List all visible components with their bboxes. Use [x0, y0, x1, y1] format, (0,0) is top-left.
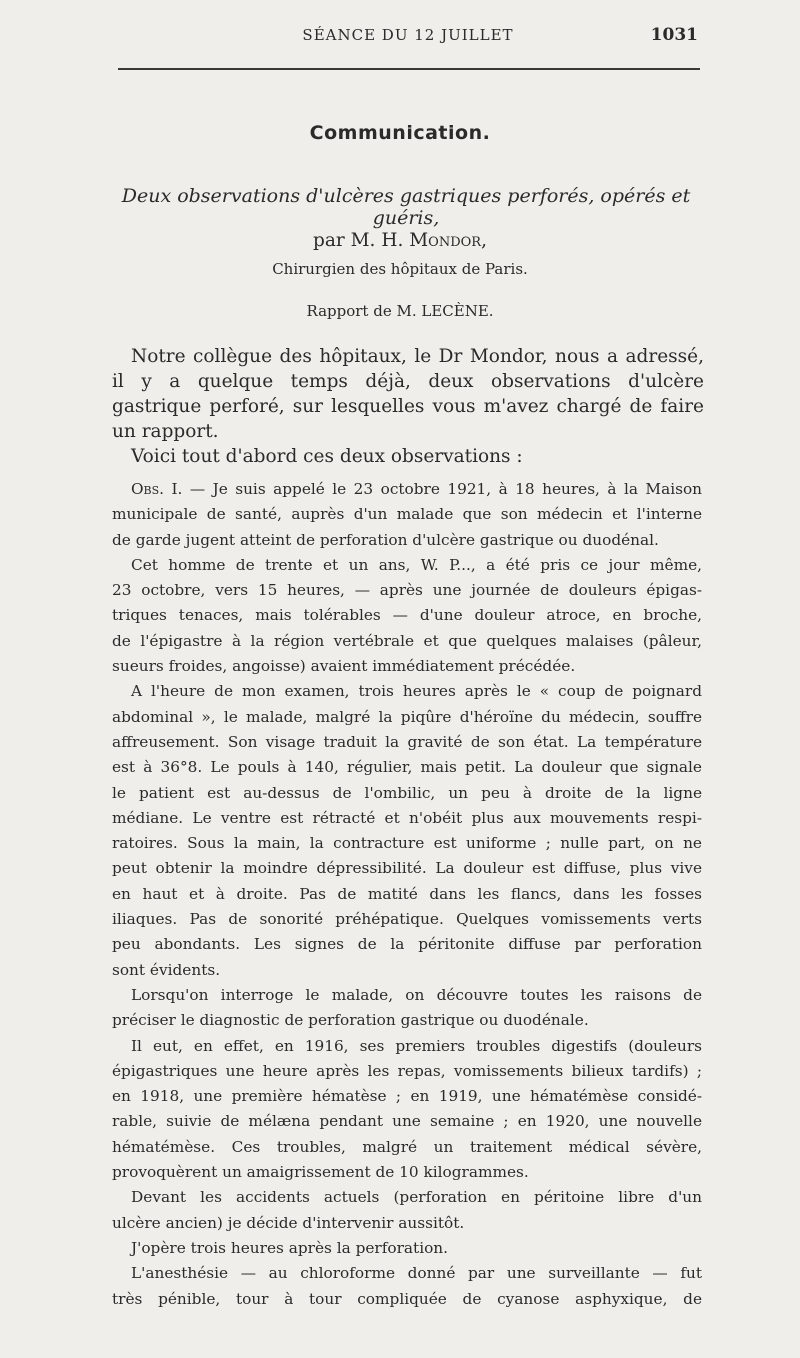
- observation-line: de garde jugent atteint de perforation d'ulcère gastrique ou duodénal.: [112, 530, 659, 549]
- observation-text: [112, 477, 702, 1312]
- observation-line: Obs. I. — Je suis appelé le 23 octobre 1921, à 18 heures, à la Maison: [131, 480, 703, 498]
- article-subtitle: Deux observations d'ulcères gastriques perforés, opérés et guéris,: [121, 185, 691, 229]
- section-title: Communication.: [309, 122, 491, 144]
- observation-line: triques tenaces, mais tolérables — d'une douleur atroce, en broche,: [112, 606, 702, 625]
- observation-line: de l'épigastre à la région vertébrale et que quelques malaises (pâleur,: [112, 631, 702, 650]
- observation-line: abdominal », le malade, malgré la piqûre d'héroïne du médecin, souffre: [112, 707, 702, 726]
- observation-line: peut obtenir la moindre dépressibilité. La douleur est diffuse, plus vive: [112, 859, 702, 878]
- observation-line: préciser le diagnostic de perforation gastrique ou duodénale.: [112, 1011, 589, 1030]
- observation-label: Obs. I.: [131, 480, 190, 498]
- byline-prefix: par M. H.: [313, 230, 404, 251]
- report-line: Rapport de M. LECÈNE.: [306, 302, 494, 320]
- observation-line: peu abondants. Les signes de la péritonite diffuse par perforation: [112, 935, 702, 954]
- observation-line: rable, suivie de mélæna pendant une semaine ; en 1920, une nouvelle: [112, 1112, 702, 1131]
- intro-paragraph: Notre collègue des hôpitaux, le Dr Mondor, nous a adressé, il y a quelque temps déjà, deux observations d'ulcère gastrique perforé, sur lesquelles vous m'avez chargé de faire un rapport.: [112, 346, 704, 442]
- observation-line: ulcère ancien) je décide d'intervenir aussitôt.: [112, 1213, 465, 1232]
- observation-line: hématémèse. Ces troubles, malgré un traitement médical sévère,: [112, 1137, 702, 1156]
- observation-line: iliaques. Pas de sonorité préhépatique. Quelques vomissements verts: [112, 910, 702, 929]
- observation-line: sueurs froides, angoisse) avaient immédiatement précédée.: [112, 657, 576, 676]
- observation-line: J'opère trois heures après la perforation.: [131, 1238, 449, 1257]
- page-number: 1031: [650, 25, 698, 45]
- observation-line: le patient est au-dessus de l'ombilic, un peu à droite de la ligne: [112, 783, 702, 802]
- intro-text: [112, 344, 704, 469]
- observation-line: provoquèrent un amaigrissement de 10 kilogrammes.: [112, 1163, 529, 1182]
- observation-line: Il eut, en effet, en 1916, ses premiers troubles digestifs (douleurs: [131, 1036, 702, 1055]
- observation-line: A l'heure de mon examen, trois heures après le « coup de poignard: [131, 682, 702, 701]
- running-head: [118, 26, 698, 52]
- observation-line: sont évidents.: [112, 960, 221, 979]
- observation-line: en 1918, une première hématèse ; en 1919, une hématémèse considé-: [112, 1087, 702, 1106]
- observation-line: Cet homme de trente et un ans, W. P..., a été pris ce jour même,: [131, 555, 702, 574]
- observation-line: Devant les accidents actuels (perforation en péritoine libre d'un: [131, 1188, 702, 1207]
- observation-line: épigastriques une heure après les repas, vomissements bilieux tardifs) ;: [112, 1061, 702, 1080]
- running-head-title: SÉANCE DU 12 JUILLET: [302, 26, 514, 44]
- observation-line: très pénible, tour à tour compliquée de cyanose asphyxique, de: [112, 1289, 702, 1308]
- observation-line: en haut et à droite. Pas de matité dans les flancs, dans les fosses: [112, 884, 702, 903]
- author-name: Mondor,: [409, 230, 487, 251]
- intro-paragraph: Voici tout d'abord ces deux observations :: [131, 446, 523, 467]
- observation-line: Lorsqu'on interroge le malade, on découvre toutes les raisons de: [131, 985, 702, 1004]
- observation-line: municipale de santé, auprès d'un malade que son médecin et l'interne: [112, 505, 702, 524]
- observation-line: ratoires. Sous la main, la contracture est uniforme ; nulle part, on ne: [112, 834, 702, 853]
- observation-line: médiane. Le ventre est rétracté et n'obéit plus aux mouvements respi-: [112, 808, 702, 827]
- observation-line: L'anesthésie — au chloroforme donné par une surveillante — fut: [131, 1264, 702, 1283]
- author-affiliation: Chirurgien des hôpitaux de Paris.: [272, 260, 528, 278]
- header-rule: [118, 68, 700, 70]
- observation-line: 23 octobre, vers 15 heures, — après une journée de douleurs épigas-: [112, 581, 702, 600]
- byline: [0, 230, 800, 251]
- observation-line: est à 36°8. Le pouls à 140, régulier, mais petit. La douleur que signale: [112, 758, 702, 777]
- observation-line: affreusement. Son visage traduit la gravité de son état. La température: [112, 732, 702, 751]
